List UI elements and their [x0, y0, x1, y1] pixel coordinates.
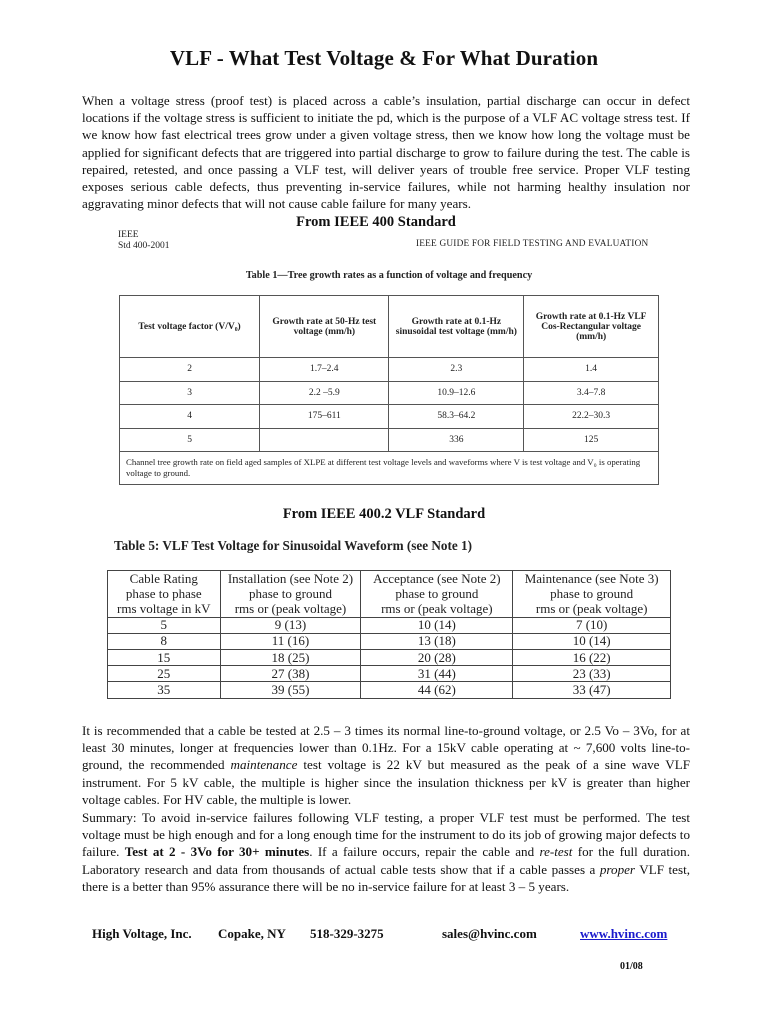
- table5-header: Installation (see Note 2): [220, 571, 361, 587]
- ieee-std-label: [118, 230, 169, 251]
- table1-cell: 3: [120, 381, 260, 405]
- table1-note: Channel tree growth rate on field aged samples of XLPE at different test voltage levels and waveforms where V is test voltage and V₀ is operating voltage to ground.: [120, 452, 659, 485]
- table1-header: Test voltage factor (V/V₀): [120, 296, 260, 358]
- ieee400-heading: From IEEE 400 Standard: [296, 214, 456, 230]
- table5-cell: 35: [108, 682, 221, 698]
- page-title: VLF - What Test Voltage & For What Duration: [169, 46, 599, 70]
- table5-cell: 5: [108, 617, 221, 633]
- ieee-label-line1: IEEE: [118, 230, 139, 240]
- table5-cell: 27 (38): [220, 666, 361, 682]
- table1-header: Growth rate at 0.1-Hz sinusoidal test voltage (mm/h): [389, 296, 524, 358]
- table5-header: phase to ground: [513, 586, 671, 601]
- ieee-label-line2: Std 400-2001: [118, 240, 170, 251]
- table5-header-row: [108, 586, 671, 601]
- table5-cell: 7 (10): [513, 617, 671, 633]
- footer-phone: 518-329-3275: [310, 926, 384, 941]
- footer-website-link[interactable]: www.hvinc.com: [580, 926, 668, 941]
- table5-header: phase to phase: [108, 586, 221, 601]
- table1-cell: [260, 428, 389, 452]
- summary-text: for the full duration. Laboratory research and data from thousands of actual cable tests show that if a cable passes a: [82, 844, 690, 877]
- recommend-text: test voltage is 22 kV but measured as the peak of a sine wave VLF instrument. For 5 kV cable, the multiple is higher since the insulation thickness per kV is greater than higher voltage cables. For HV cable, the multiple is lower.: [82, 757, 690, 807]
- table-row: [108, 617, 671, 633]
- footer-company: High Voltage, Inc.: [92, 926, 192, 941]
- table-row: [108, 633, 671, 649]
- summary-italic: proper: [599, 861, 636, 877]
- table-row: [120, 405, 659, 429]
- table1-cell: 175–611: [260, 405, 389, 429]
- summary-text: . If a failure occurs, repair the cable and: [309, 844, 540, 860]
- table5-cell: 11 (16): [220, 633, 361, 649]
- summary-text: Summary: To avoid in-service failures following VLF testing, a proper VLF test must be performed. The test voltage must be high enough and for a long enough time for the instrument to do its job of growing major defects to failure.: [82, 810, 690, 860]
- summary-paragraph: [82, 809, 690, 895]
- summary-text: VLF test, there is a better than 95% assurance there will be no in-service failure for at least 3 – 5 years.: [82, 861, 690, 894]
- recommend-text: It is recommended that a cable be tested at 2.5 – 3 times its normal line-to-ground voltage, or 2.5 Vo – 3Vo, for at least 30 minutes, longer at frequencies lower than 0.1Hz. For a 15kV cable operating at ~ 7,600 volts line-to-ground, the recommended: [82, 723, 690, 773]
- table5-cell: 8: [108, 633, 221, 649]
- table5-cell: 16 (22): [513, 649, 671, 665]
- ieee-guide-title: IEEE GUIDE FOR FIELD TESTING AND EVALUATION: [416, 239, 649, 249]
- table5-header: Maintenance (see Note 3): [513, 571, 671, 587]
- table1-cell: 2.2 –5.9: [260, 381, 389, 405]
- table1-cell: 125: [524, 428, 659, 452]
- table1-cell: 336: [389, 428, 524, 452]
- table5-cell: 25: [108, 666, 221, 682]
- table1-cell: 10.9–12.6: [389, 381, 524, 405]
- table-row: [120, 358, 659, 382]
- table5-cell: 23 (33): [513, 666, 671, 682]
- table5-header-row: [108, 571, 671, 587]
- table5-header: phase to ground: [361, 586, 513, 601]
- table5-cell: 10 (14): [361, 617, 513, 633]
- table1-cell: 3.4–7.8: [524, 381, 659, 405]
- table5-header: rms or (peak voltage): [220, 601, 361, 617]
- table1-cell: 58.3–64.2: [389, 405, 524, 429]
- table1-cell: 5: [120, 428, 260, 452]
- table1-caption: Table 1—Tree growth rates as a function of voltage and frequency: [245, 270, 533, 281]
- recommend-italic: maintenance: [230, 757, 298, 773]
- table5-header: rms or (peak voltage): [361, 601, 513, 617]
- table1-cell: 2.3: [389, 358, 524, 382]
- vlf-test-voltage-table: [107, 570, 671, 699]
- table5-caption: Table 5: VLF Test Voltage for Sinusoidal Waveform (see Note 1): [114, 538, 473, 553]
- table1-cell: 1.7–2.4: [260, 358, 389, 382]
- tree-growth-table: [119, 295, 659, 485]
- table5-cell: 9 (13): [220, 617, 361, 633]
- table5-header-row: [108, 601, 671, 617]
- table5-header: Acceptance (see Note 2): [361, 571, 513, 587]
- footer-date: 01/08: [620, 961, 643, 972]
- table5-cell: 44 (62): [361, 682, 513, 698]
- table-row: [108, 666, 671, 682]
- table5-cell: 10 (14): [513, 633, 671, 649]
- table-row: [108, 649, 671, 665]
- table1-cell: 2: [120, 358, 260, 382]
- table5-header: phase to ground: [220, 586, 361, 601]
- table-row: [120, 381, 659, 405]
- table-row: [120, 428, 659, 452]
- table1-cell: 22.2–30.3: [524, 405, 659, 429]
- table1-cell: 1.4: [524, 358, 659, 382]
- table5-cell: 15: [108, 649, 221, 665]
- table1-cell: 4: [120, 405, 260, 429]
- recommendation-paragraph: [82, 722, 690, 808]
- table5-header: rms or (peak voltage): [513, 601, 671, 617]
- table-row: [108, 682, 671, 698]
- table1-header: Growth rate at 50-Hz test voltage (mm/h): [260, 296, 389, 358]
- table5-cell: 18 (25): [220, 649, 361, 665]
- footer-email: sales@hvinc.com: [442, 926, 537, 941]
- table5-cell: 33 (47): [513, 682, 671, 698]
- intro-paragraph: When a voltage stress (proof test) is placed across a cable’s insulation, partial discharge can occur in defect locations if the voltage stress is sufficient to initiate the pd, which is the purpose of a VLF AC voltage stress test. If we know how fast electrical trees grow under a given voltage stress, then we know how long the voltage must be applied for significant defects that are triggered into partial discharge to grow to failure during the test. The cable is repaired, retested, and once passing a VLF test, will deliver years of trouble free service. Proper VLF testing exposes serious cable defects, thus preventing in-service failures, while not harming healthy insulation nor aggravating minor defects that will not cause cable failure for many years.: [82, 93, 690, 212]
- footer-city: Copake, NY: [218, 926, 286, 941]
- summary-bold: Test at 2 - 3Vo for 30+ minutes: [124, 844, 310, 860]
- ieee4002-heading: From IEEE 400.2 VLF Standard: [282, 506, 486, 522]
- table5-cell: 31 (44): [361, 666, 513, 682]
- table5-cell: 20 (28): [361, 649, 513, 665]
- table5-cell: 13 (18): [361, 633, 513, 649]
- table5-cell: 39 (55): [220, 682, 361, 698]
- table5-header: rms voltage in kV: [108, 601, 221, 617]
- table1-header: Growth rate at 0.1-Hz VLF Cos-Rectangular voltage (mm/h): [524, 296, 659, 358]
- table5-header: Cable Rating: [108, 571, 221, 587]
- summary-italic: re-test: [539, 844, 573, 860]
